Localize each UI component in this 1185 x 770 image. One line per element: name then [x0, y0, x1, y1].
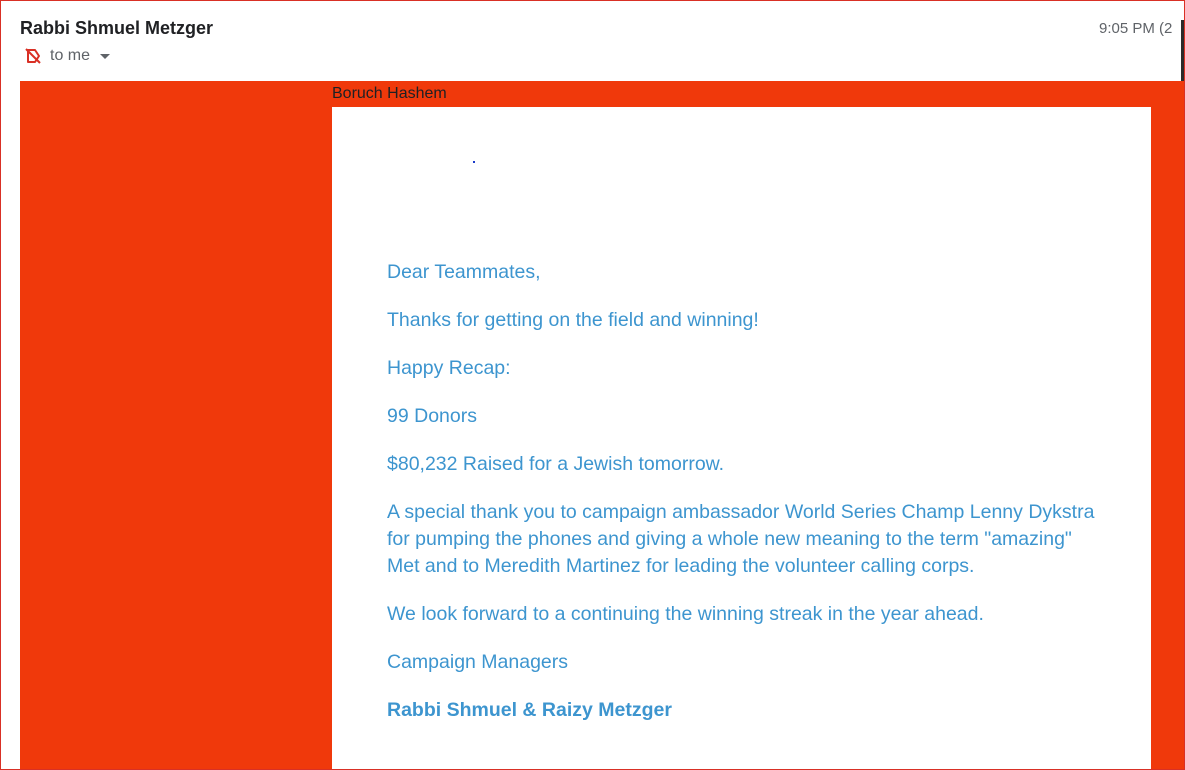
- body-paragraph: 99 Donors: [387, 405, 477, 427]
- recipient-label: to me: [50, 47, 91, 64]
- body-paragraph: Happy Recap:: [387, 357, 511, 379]
- not-important-icon[interactable]: [24, 47, 42, 65]
- chevron-down-icon[interactable]: [100, 54, 110, 59]
- body-paragraph: Thanks for getting on the field and winning!: [387, 309, 759, 331]
- scrollbar[interactable]: [1181, 20, 1184, 82]
- message-time[interactable]: 9:05 PM (2: [1099, 20, 1173, 37]
- greeting: Dear Teammates,: [387, 261, 541, 283]
- email-preheader: Boruch Hashem: [332, 85, 447, 102]
- decorative-dot: [473, 161, 475, 163]
- email-body: [387, 259, 1107, 745]
- body-paragraph: A special thank you to campaign ambassador World Series Champ Lenny Dykstra for pumping the phones and giving a whole new meaning to the term "amazing" Met and to Meredith Martinez for leading the volunteer calling corps.: [387, 501, 1095, 577]
- recipient-row: [24, 46, 110, 66]
- signature: Rabbi Shmuel & Raizy Metzger: [387, 699, 672, 721]
- body-paragraph: We look forward to a continuing the winning streak in the year ahead.: [387, 603, 984, 625]
- closing: Campaign Managers: [387, 651, 569, 673]
- sender-name[interactable]: Rabbi Shmuel Metzger: [20, 18, 214, 38]
- body-paragraph: $80,232 Raised for a Jewish tomorrow.: [387, 453, 725, 475]
